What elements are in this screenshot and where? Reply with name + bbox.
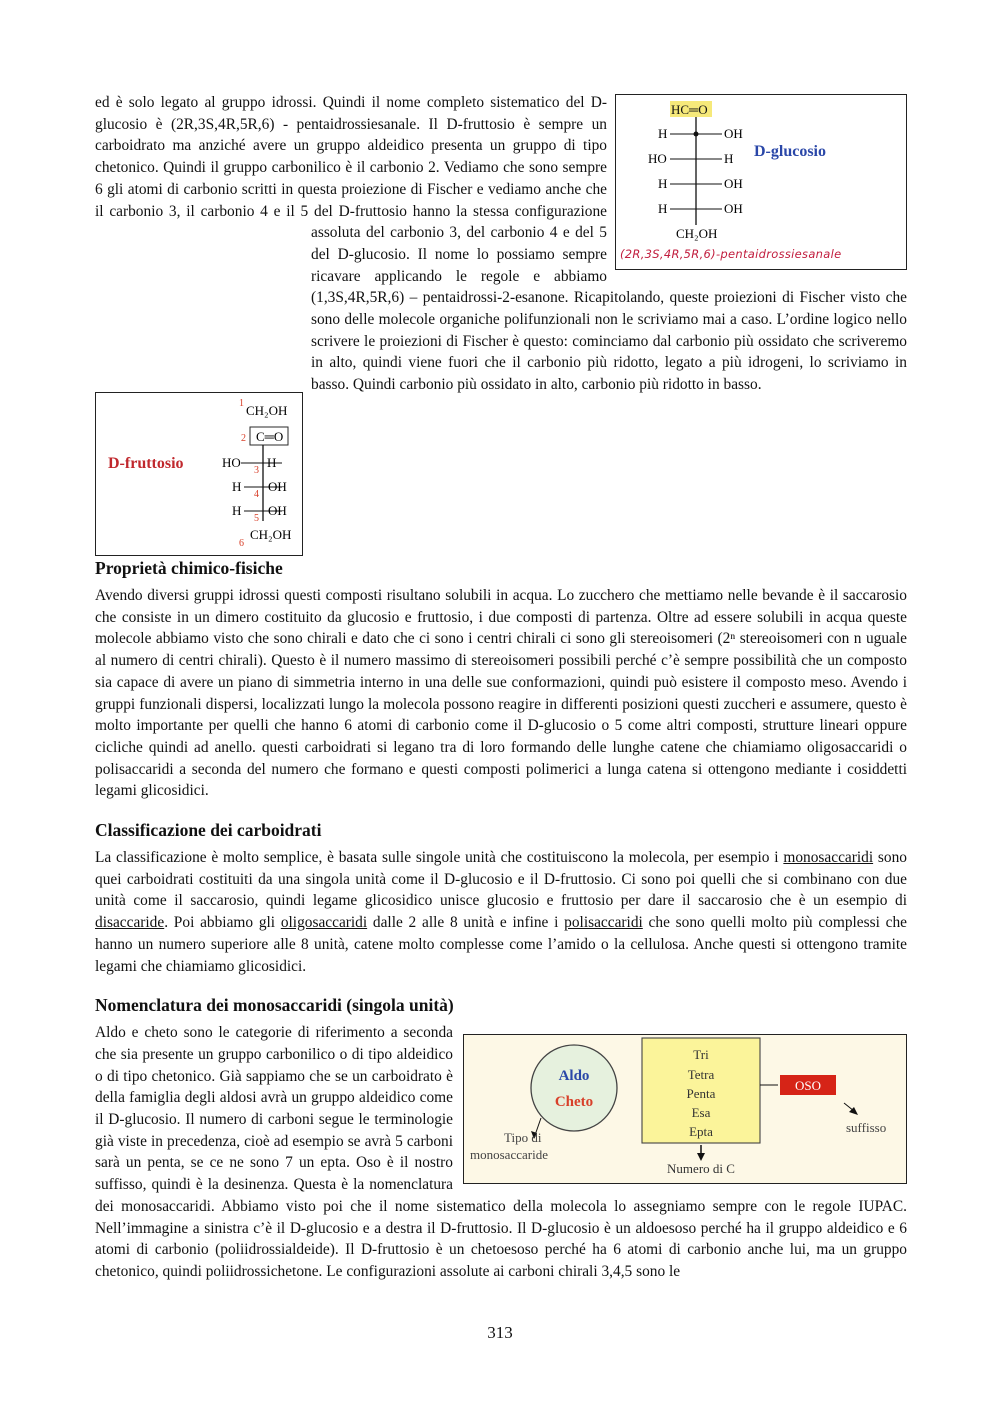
- svg-text:Tri: Tri: [693, 1047, 709, 1063]
- svg-text:5: 5: [254, 513, 259, 524]
- svg-text:Epta: Epta: [689, 1124, 713, 1140]
- d-glucose-label: D-glucosio: [754, 143, 826, 160]
- svg-text:CH₂OH: CH₂OH: [250, 527, 292, 542]
- glucose-row-1: HC═O: [671, 102, 708, 117]
- intro-paragraph: ed è solo legato al gruppo idrossi. Quindi il nome completo sistematico del D-glucosio è (2R,3S,4R,5R,6) - pentaidrossiesanale. Il D-fruttosio è sempre un carboidrato ma anziché avere un gruppo aldeidico presenta un gruppo di tipo chetonico. Quindi il gruppo carbonilico è il carbonio 2. Vediamo che sono sempre 6 gli atomi di carbonio scritti in questa proiezione di Fischer e vediamo anche che il carbonio 3, il carbonio 4 e il 5 del D-fruttosio hanno la stessa configurazione assoluta del carbonio 3, del carbonio 4 e del 5 del D-glucosio. Il nome lo possiamo sempre ricavare applicando le regole e abbiamo (1,3S,4R,5R,6) – pentaidrossi-2-esanone. Ricapitolando, queste proiezioni di Fischer visto che sono delle molecole organiche polifunzionali non le scriviamo mai a caso. L’ordine logico nello scrivere le proiezioni di Fischer è questo: cominciamo dal carbonio più ossidato che scriveremo in alto, quindi viene fuori che il carbonio più ridotto, legato a più idrogeni, lo scriviamo in basso. Quindi carbonio più ossidato in alto, carbonio più ridotto in basso.: [95, 94, 907, 394]
- section-text-properties: Avendo diversi gruppi idrossi questi composti risultano solubili in acqua. Lo zucchero che mettiamo nelle bevande è il saccarosio che consiste in un dimero costituito da glucosio e fruttosio, i due composti di partenza. Oltre ad essere solubili in acqua queste molecole abbiamo visto che sono chirali e dato che ci sono i centri chirali ci sono gli stereoisomeri (2ⁿ stereoisomeri con n uguale al numero di centri chirali). Questo è il numero massimo di stereoisomeri possibili perché c’è sempre possibilità che un composto sia capace di avere un piano di simmetria interno in una delle sue conformazioni, quindi può esistere il composto meso. Avendo i gruppi funzionali dispersi, localizzati lungo la molecola possono reagire in differenti posizioni questi zuccheri e assumere, questo è molto importante per quelli che hanno 6 atomi di carbonio come il D-glucosio o 5 come altri composti, strutture lineari oppure cicliche quindi ad anello. questi carboidrati si legano tra di loro formando delle lunghe catene che chiamiamo oligosaccaridi o polisaccaridi a seconda del numero che formano e questi composti polimerici a lunga catena si ottengono mediante i cosiddetti legami glicosidici.: [95, 587, 907, 800]
- svg-text:OH: OH: [724, 176, 743, 191]
- d-fructose-figure: [95, 392, 303, 556]
- svg-text:H: H: [658, 126, 668, 141]
- svg-text:4: 4: [254, 489, 259, 500]
- section-text-nomenclature: Aldo e cheto sono le categorie di riferimento a seconda che sia presente un gruppo carbonilico o di tipo aldeidico o di tipo chetonico. Già sappiamo che se un carboidrato è della famiglia degli aldosi avrà un gruppo aldeidico come il D-glucosio. Il numero di carboni segue le terminologie già viste in precedenza, cioè ad esempio se avrà 5 carboni sarà un penta, se ce ne sono 7 un epta. Oso è il nostro suffisso, quindi è la desinenza. Questa è la nomenclatura dei monosaccaridi. Abbiamo visto poi che il nome sistematico della molecola lo assegniamo sempre con le regole IUPAC. Nell’immagine a sinistra c’è il D-glucosio e a destra il D-fruttosio. Il D-glucosio è un aldoesoso perché ha il gruppo aldeidico e 6 atomi di carbonio (poliidrossialdeide). Il D-fruttosio è un chetoesoso perché ha 6 atomi di carbonio anche lui, ma un gruppo chetonico, quindi poliidrossichetone. Le configurazioni assolute ai carboni chirali 3,4,5 sono le: [95, 1024, 907, 1280]
- svg-text:C═O: C═O: [256, 429, 284, 444]
- svg-text:Tipo di: Tipo di: [504, 1130, 542, 1146]
- nomenclature-diagram: [464, 1035, 905, 1182]
- svg-text:suffisso: suffisso: [846, 1120, 887, 1136]
- term-disaccaride: disaccaride: [95, 914, 165, 932]
- section-title-properties: Proprietà chimico-fisiche: [95, 558, 283, 578]
- svg-text:Cheto: Cheto: [554, 1094, 594, 1111]
- section-title-classification: Classificazione dei carboidrati: [95, 820, 322, 841]
- page-content: [95, 92, 907, 1283]
- svg-text:Tetra: Tetra: [687, 1067, 715, 1083]
- d-glucose-fischer-projection: [616, 95, 905, 268]
- svg-text:H: H: [267, 455, 277, 470]
- svg-text:OH: OH: [268, 479, 287, 494]
- page-number: 313: [487, 1323, 513, 1342]
- term-oligosaccaridi: oligosaccaridi: [280, 914, 368, 932]
- svg-text:2: 2: [241, 433, 246, 444]
- svg-text:H: H: [658, 201, 668, 216]
- nomenclature-figure: [463, 1034, 907, 1184]
- d-glucose-figure: [615, 94, 907, 270]
- svg-text:H: H: [658, 176, 668, 191]
- svg-text:monosaccaride: monosaccaride: [470, 1147, 548, 1163]
- section-text-classification: La classificazione è molto semplice, è basata sulle singole unità che costituiscono la molecola, per esempio i monosaccaridi sono quei carboidrati costituiti da una singola unità come il D-glucosio e il D-fruttosio. Ci sono poi quelli che si combinano con due unità come il saccarosio, quindi legame glicosidico unisce glucosio e fruttosio per dare il saccarosio che è un esempio di disaccaride. Poi abbiamo gli oligosaccaridi dalle 2 alle 8 unità e infine i polisaccaridi che sono quelli molto più complessi che hanno un numero superiore alle 8 unità, catene molto complesse come l’amido o la cellulosa. Anche questi si ottengono tramite legami che chiamiamo glicosidici.: [95, 849, 907, 975]
- svg-text:H: H: [724, 151, 734, 166]
- d-fructose-fischer-projection: [96, 393, 301, 554]
- svg-text:CH₂OH: CH₂OH: [246, 403, 288, 418]
- svg-text:3: 3: [254, 465, 259, 476]
- handwritten-configuration: (2R,3S,4R,5R,6)-pentaidrossiesanale: [620, 247, 842, 261]
- glucose-row-6: CH₂OH: [676, 226, 718, 241]
- svg-text:1: 1: [239, 398, 244, 409]
- svg-text:Numero di C: Numero di C: [667, 1161, 735, 1177]
- section-title-nomenclature: Nomenclatura dei monosaccaridi (singola unità): [95, 995, 454, 1016]
- svg-text:6: 6: [239, 538, 244, 549]
- svg-text:HO: HO: [648, 151, 667, 166]
- svg-text:Esa: Esa: [691, 1105, 711, 1121]
- d-fructose-label: D-fruttosio: [108, 455, 184, 472]
- svg-text:Penta: Penta: [686, 1086, 716, 1102]
- svg-text:H: H: [232, 479, 242, 494]
- term-polisaccaridi: polisaccaridi: [564, 914, 643, 932]
- svg-text:OH: OH: [724, 126, 743, 141]
- svg-text:OSO: OSO: [794, 1078, 822, 1094]
- svg-text:H: H: [232, 503, 242, 518]
- svg-text:HO: HO: [222, 455, 241, 470]
- svg-text:OH: OH: [724, 201, 743, 216]
- term-monosaccaridi: monosaccaridi: [783, 849, 874, 867]
- svg-text:OH: OH: [268, 503, 287, 518]
- svg-text:Aldo: Aldo: [558, 1068, 590, 1085]
